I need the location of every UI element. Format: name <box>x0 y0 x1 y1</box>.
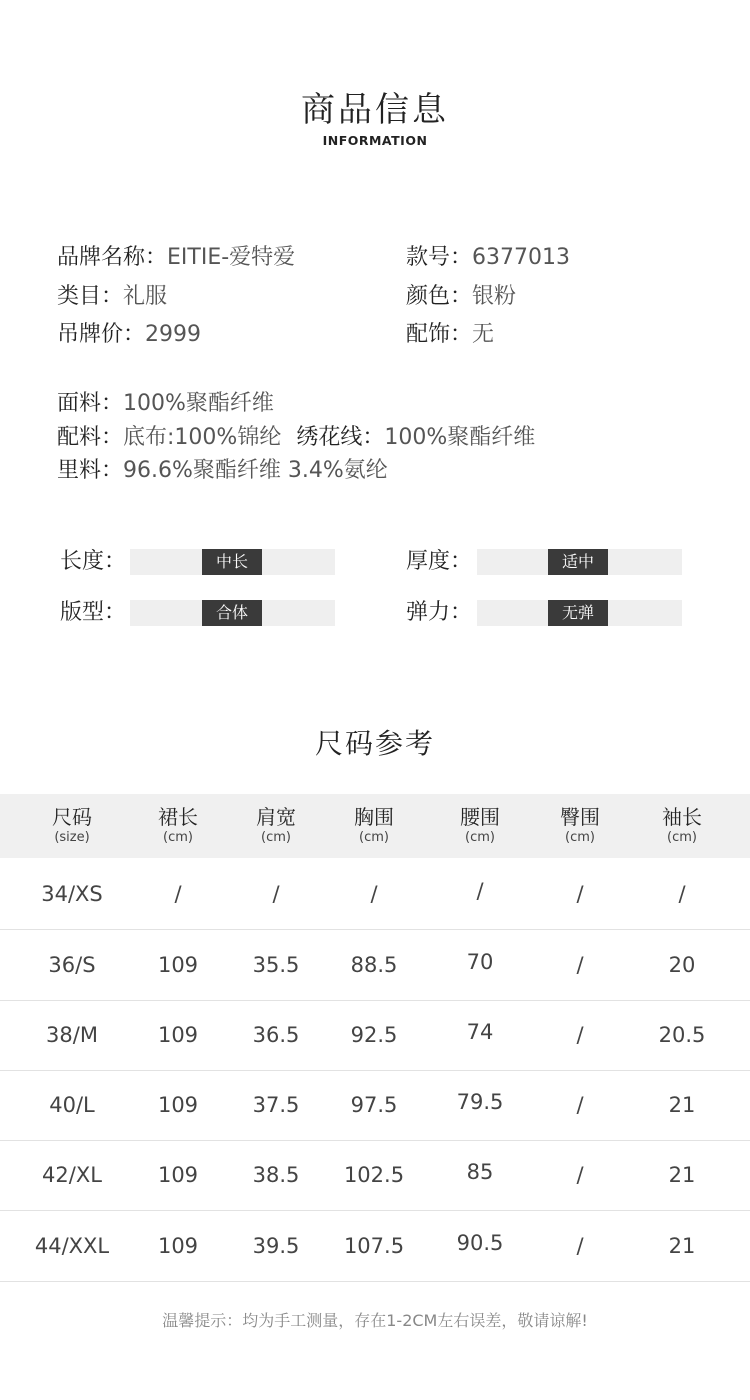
lining-label: 里料： <box>57 458 124 483</box>
length-tag: 中长 <box>202 549 262 575</box>
color-label: 颜色： <box>406 284 473 309</box>
column-header-unit: (cm) <box>565 830 595 845</box>
column-header-name: 腰围 <box>460 805 500 829</box>
thread-value: 100%聚酯纤维 <box>384 425 536 450</box>
price-label: 吊牌价： <box>57 322 146 347</box>
column-header-name: 臀围 <box>560 805 600 829</box>
fabric-line <box>57 389 274 419</box>
table-cell: 85 <box>466 1160 494 1184</box>
table-cell: 34/XS <box>41 882 103 906</box>
table-cell: / <box>370 882 378 906</box>
table-cell: 35.5 <box>252 953 300 977</box>
table-cell: 88.5 <box>350 953 398 977</box>
category-line <box>57 282 167 312</box>
table-cell: 40/L <box>49 1093 95 1117</box>
trim-label: 配料： <box>57 425 124 450</box>
section-subtitle-information: INFORMATION <box>322 133 428 148</box>
table-cell: 74 <box>466 1020 494 1044</box>
table-cell: 79.5 <box>456 1090 504 1114</box>
table-cell: 38.5 <box>252 1163 300 1187</box>
column-header-bust <box>324 804 424 846</box>
column-header-unit: (cm) <box>359 830 389 845</box>
elasticity-label: 弹力： <box>406 600 473 625</box>
fit-tag: 合体 <box>202 600 262 626</box>
fit-label: 版型： <box>60 600 127 625</box>
measurement-note: 温馨提示：均为手工测量，存在1-2CM左右误差，敬请谅解! <box>162 1311 588 1330</box>
table-cell: 36/S <box>48 953 96 977</box>
column-header-skirt-length <box>128 804 228 846</box>
table-cell: / <box>576 882 584 906</box>
table-row <box>0 1140 750 1211</box>
accessory-label: 配饰： <box>406 322 473 347</box>
table-cell: 21 <box>668 1234 696 1258</box>
column-header-shoulder <box>226 804 326 846</box>
table-row <box>0 859 750 930</box>
color-value: 银粉 <box>472 284 517 309</box>
table-cell: 109 <box>157 953 199 977</box>
table-row <box>0 1000 750 1071</box>
trim-line <box>57 423 535 453</box>
section-title-information: 商品信息 <box>301 90 449 130</box>
brand-value: EITIE-爱特爱 <box>167 245 296 270</box>
table-cell: 37.5 <box>252 1093 300 1117</box>
column-header-unit: (cm) <box>163 830 193 845</box>
thickness-tag: 适中 <box>548 549 608 575</box>
price-line <box>57 320 201 350</box>
column-header-name: 袖长 <box>662 805 702 829</box>
column-header-unit: (size) <box>54 830 90 845</box>
accessory-line <box>406 320 494 350</box>
column-header-unit: (cm) <box>465 830 495 845</box>
thickness-label: 厚度： <box>406 549 473 574</box>
table-row <box>0 930 750 1001</box>
fabric-value: 100%聚酯纤维 <box>123 391 274 416</box>
column-header-sleeve <box>632 804 732 846</box>
column-header-unit: (cm) <box>667 830 697 845</box>
table-cell: 92.5 <box>350 1023 398 1047</box>
table-cell: 107.5 <box>343 1234 405 1258</box>
style-no-line <box>406 243 570 273</box>
column-header-name: 肩宽 <box>256 805 296 829</box>
column-header-name: 裙长 <box>158 805 198 829</box>
column-header-unit: (cm) <box>261 830 291 845</box>
table-cell: 44/XXL <box>34 1234 110 1258</box>
table-cell: 21 <box>668 1093 696 1117</box>
table-cell: / <box>576 1163 584 1187</box>
table-cell: 20.5 <box>658 1023 706 1047</box>
table-cell: / <box>576 953 584 977</box>
table-cell: / <box>476 879 484 903</box>
thread-label: 绣花线： <box>296 425 385 450</box>
lining-value: 96.6%聚酯纤维 3.4%氨纶 <box>123 458 388 483</box>
table-cell: 97.5 <box>350 1093 398 1117</box>
table-cell: 39.5 <box>252 1234 300 1258</box>
table-row <box>0 1070 750 1141</box>
column-header-waist <box>430 804 530 846</box>
column-header-size <box>22 804 122 846</box>
length-label: 长度： <box>60 549 127 574</box>
table-cell: 38/M <box>46 1023 98 1047</box>
table-cell: / <box>576 1023 584 1047</box>
elasticity-tag: 无弹 <box>548 600 608 626</box>
table-cell: 20 <box>668 953 696 977</box>
table-cell: 102.5 <box>343 1163 405 1187</box>
table-cell: / <box>174 882 182 906</box>
color-line <box>406 282 516 312</box>
table-cell: / <box>576 1234 584 1258</box>
lining-line <box>57 456 388 486</box>
category-label: 类目： <box>57 284 124 309</box>
accessory-value: 无 <box>472 322 495 347</box>
size-table-title: 尺码参考 <box>314 727 435 760</box>
brand-label: 品牌名称： <box>57 245 168 270</box>
table-cell: 109 <box>157 1163 199 1187</box>
table-cell: 109 <box>157 1023 199 1047</box>
table-row <box>0 1211 750 1282</box>
category-value: 礼服 <box>123 284 168 309</box>
table-cell: 21 <box>668 1163 696 1187</box>
table-cell: / <box>678 882 686 906</box>
column-header-name: 胸围 <box>354 805 394 829</box>
size-table-header <box>0 794 750 858</box>
table-cell: 109 <box>157 1234 199 1258</box>
style-no-value: 6377013 <box>472 245 570 270</box>
fabric-label: 面料： <box>57 391 124 416</box>
column-header-name: 尺码 <box>52 805 92 829</box>
table-cell: 90.5 <box>456 1231 504 1255</box>
table-cell: 70 <box>466 950 494 974</box>
table-cell: 109 <box>157 1093 199 1117</box>
table-cell: 42/XL <box>42 1163 102 1187</box>
brand-line <box>57 243 295 273</box>
table-cell: / <box>272 882 280 906</box>
column-header-hip <box>530 804 630 846</box>
table-cell: 36.5 <box>252 1023 300 1047</box>
table-cell: / <box>576 1093 584 1117</box>
style-no-label: 款号： <box>406 245 473 270</box>
trim-value: 底布:100%锦纶 <box>123 425 282 450</box>
price-value: 2999 <box>145 322 202 347</box>
